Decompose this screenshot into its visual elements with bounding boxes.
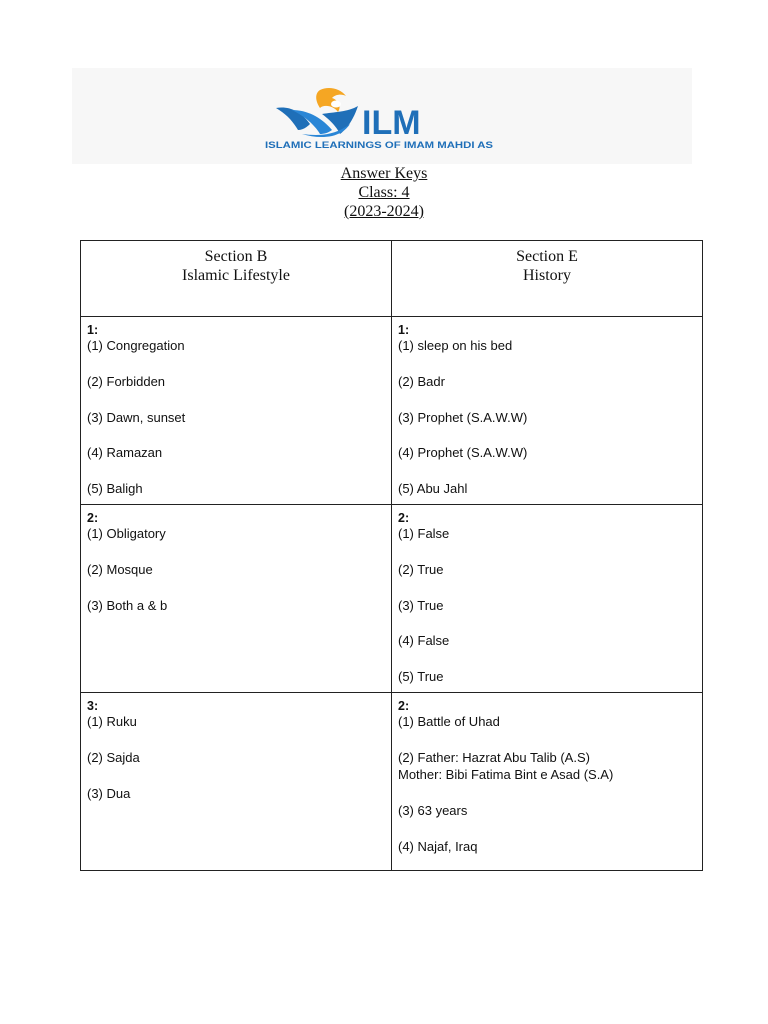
answer-item: (5) Baligh [87,481,143,497]
swoosh-mark [276,106,358,137]
answer-item: (2) Badr [398,373,445,389]
year-label: (2023-2024) [344,203,424,220]
class-label: Class: 4 [358,184,410,201]
answer-item: (3) Dawn, sunset [87,409,186,425]
answer-cell [81,505,392,693]
answer-item: (2) True [398,561,444,577]
answer-item: (1) sleep on his bed [398,338,513,353]
document-heading [0,164,768,221]
answer-cell [392,505,703,693]
answer-item: (3) 63 years [398,803,468,819]
table-header-row [81,241,703,317]
table-row [81,505,703,693]
answer-item: (4) Prophet (S.A.W.W) [398,445,528,461]
answer-cell [392,693,703,871]
answer-item: (2) Father: Hazrat Abu Talib (A.S) Mother: Bibi Fatima Bint e Asad (S.A) [398,749,614,783]
answer-item: (1) False [398,526,450,541]
answer-item: (1) Congregation [87,338,185,353]
answer-item: (1) Ruku [87,714,137,729]
table-row [81,693,703,871]
answer-item: (3) True [398,597,444,613]
section-e-header [392,241,703,317]
answer-item: (2) Mosque [87,561,153,577]
answer-item: (1) Battle of Uhad [398,714,500,729]
section-subheading: History [523,267,571,284]
section-heading: Section B [204,248,268,265]
answer-item: (3) Dua [87,785,131,801]
answer-item: (5) Abu Jahl [398,481,468,497]
section-subheading: Islamic Lifestyle [182,267,290,284]
question-number: 1: [398,323,410,337]
answer-item: (3) Both a & b [87,597,168,613]
answer-item: (4) False [398,633,450,649]
question-number: 2: [398,511,410,525]
answer-item: (4) Ramazan [87,445,163,461]
answer-item: (2) Forbidden [87,373,166,389]
section-b-header [81,241,392,317]
logo-wordmark: ILM [362,104,421,142]
answer-item: (1) Obligatory [87,526,166,541]
ilm-logo [262,84,498,154]
answer-item: (4) Najaf, Iraq [398,838,478,854]
question-number: 1: [87,323,99,337]
answer-item: (5) True [398,669,444,685]
answer-cell [81,693,392,871]
flame-icon [316,88,346,112]
page-title: Answer Keys [340,165,428,182]
answer-cell [81,317,392,505]
question-number: 2: [398,699,410,713]
answer-key-table [80,240,703,871]
answer-item: (3) Prophet (S.A.W.W) [398,409,528,425]
answer-cell [392,317,703,505]
question-number: 2: [87,511,99,525]
logo-tagline: ISLAMIC LEARNINGS OF IMAM MAHDI AS [265,140,494,151]
section-heading: Section E [516,248,578,265]
answer-item: (2) Sajda [87,749,140,765]
table-row [81,317,703,505]
question-number: 3: [87,699,99,713]
